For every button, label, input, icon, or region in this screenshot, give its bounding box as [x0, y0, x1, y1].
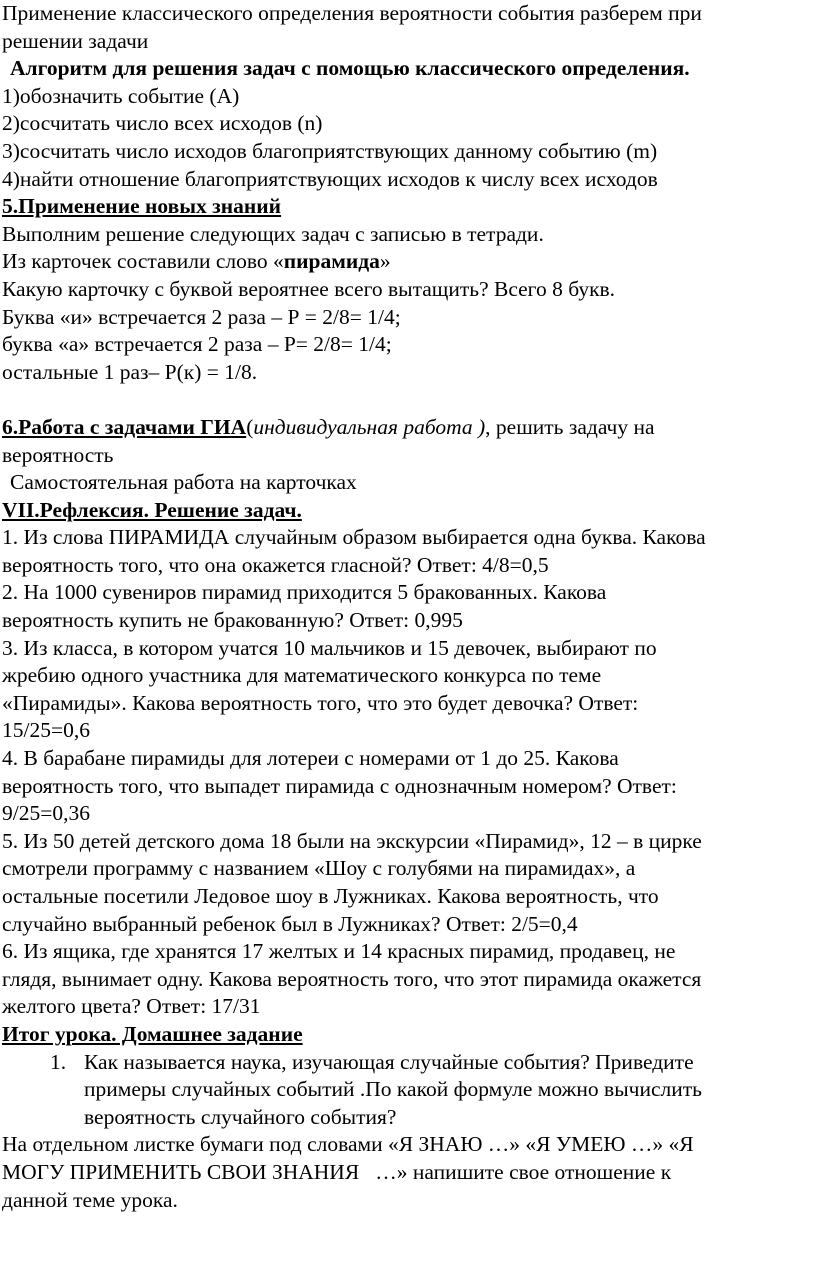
task-line: 6. Из ящика, где хранятся 17 желтых и 14 красных пирамид, продавец, не — [2, 939, 676, 964]
task-line: 4. В барабане пирамиды для лотереи с номерами от 1 до 25. Какова — [2, 746, 619, 771]
section-5-word-line — [2, 248, 802, 276]
task-line: глядя, вынимает одну. Какова вероятность того, что этот пирамида окажется — [2, 966, 702, 991]
task-line: случайно выбранный ребенок был в Лужниках? Ответ: 2/5=0,4 — [2, 911, 578, 936]
closing-line: данной теме урока. — [2, 1187, 178, 1212]
list-item-line: вероятность случайного события? — [84, 1104, 397, 1129]
algorithm-step: 3)сосчитать число исходов благоприятствующих данному событию (m) — [2, 138, 658, 163]
task-line: жребию одного участника для математического конкурса по теме — [2, 663, 602, 688]
section-6-heading: 6.Работа с задачами ГИА — [2, 414, 247, 439]
task-4 — [2, 745, 802, 828]
homework-list — [2, 1049, 802, 1132]
section-7-heading: VII.Рефлексия. Решение задач. — [2, 497, 302, 522]
intro-line-1: Применение классического определения вероятности события разберем при — [2, 1, 702, 25]
section-5-text: буква «а» встречается 2 раза – Р= 2/8= 1/4; — [2, 332, 392, 357]
intro-line-2: решении задачи — [2, 28, 149, 53]
list-item-number: 1. — [50, 1049, 67, 1074]
list-item-line: Как называется наука, изучающая случайные события? Приведите — [84, 1049, 694, 1074]
list-item — [2, 1049, 802, 1132]
section-6-italic: индивидуальная работа ) — [253, 414, 486, 439]
section-6-text: вероятность — [2, 442, 114, 467]
task-line: 1. Из слова ПИРАМИДА случайным образом выбирается одна буква. Какова — [2, 525, 706, 550]
task-1 — [2, 524, 802, 579]
paren-open: ( — [246, 414, 254, 439]
section-5-text: Буква «и» встречается 2 раза – Р = 2/8= 1/4; — [2, 304, 401, 329]
closing-line: МОГУ ПРИМЕНИТЬ СВОИ ЗНАНИЯ …» напишите свое отношение к — [2, 1159, 672, 1184]
section-5-heading: 5.Применение новых знаний — [2, 194, 282, 219]
task-3 — [2, 635, 802, 745]
section-6-text: Самостоятельная работа на карточках — [10, 470, 357, 495]
task-line: 2. На 1000 сувениров пирамид приходится 5 бракованных. Какова — [2, 580, 607, 605]
word-suffix: » — [379, 249, 391, 274]
section-5-text: остальные 1 раз– Р(к) = 1/8. — [2, 359, 258, 384]
task-line: вероятность купить не бракованную? Ответ: 0,995 — [2, 608, 463, 633]
algorithm-step: 4)найти отношение благоприятствующих исходов к числу всех исходов — [2, 166, 658, 191]
section-6-heading-line — [2, 414, 802, 442]
algorithm-step: 2)сосчитать число всех исходов (n) — [2, 111, 323, 136]
task-5 — [2, 828, 802, 938]
algorithm-step: 1)обозначить событие (А) — [2, 83, 240, 108]
blank-line — [2, 386, 802, 414]
task-line: остальные посетили Ледовое шоу в Лужниках. Какова вероятность, что — [2, 884, 659, 908]
task-line: вероятность того, что выпадет пирамида с однозначным номером? Ответ: — [2, 773, 677, 798]
closing-line: На отдельном листке бумаги под словами «Я ЗНАЮ …» «Я УМЕЮ …» «Я — [2, 1132, 694, 1157]
task-line: 3. Из класса, в котором учатся 10 мальчиков и 15 девочек, выбирают по — [2, 635, 657, 660]
section-5-text: Какую карточку с буквой вероятнее всего вытащить? Всего 8 букв. — [2, 276, 616, 301]
section-5-text: Выполним решение следующих задач с записью в тетради. — [2, 221, 544, 246]
list-item-line: примеры случайных событий .По какой формуле можно вычислить — [84, 1077, 702, 1102]
task-line: 15/25=0,6 — [2, 718, 90, 743]
task-line: желтого цвета? Ответ: 17/31 — [2, 994, 261, 1019]
task-6 — [2, 938, 802, 1021]
task-2 — [2, 579, 802, 634]
task-line: смотрели программу с названием «Шоу с голубями на пирамидах», а — [2, 856, 636, 881]
task-line: 5. Из 50 детей детского дома 18 были на экскурсии «Пирамид», 12 – в цирке — [2, 828, 702, 853]
algorithm-title: Алгоритм для решения задач с помощью классического определения. — [10, 56, 690, 81]
word-prefix: Из карточек составили слово « — [2, 249, 284, 274]
word-piramida: пирамида — [283, 249, 380, 274]
task-line: 9/25=0,36 — [2, 801, 90, 826]
task-line: вероятность того, что она окажется гласной? Ответ: 4/8=0,5 — [2, 552, 549, 577]
section-6-rest: , решить задачу на — [485, 414, 655, 439]
summary-heading: Итог урока. Домашнее задание — [2, 1021, 303, 1046]
task-line: «Пирамиды». Какова вероятность того, что это будет девочка? Ответ: — [2, 690, 639, 715]
